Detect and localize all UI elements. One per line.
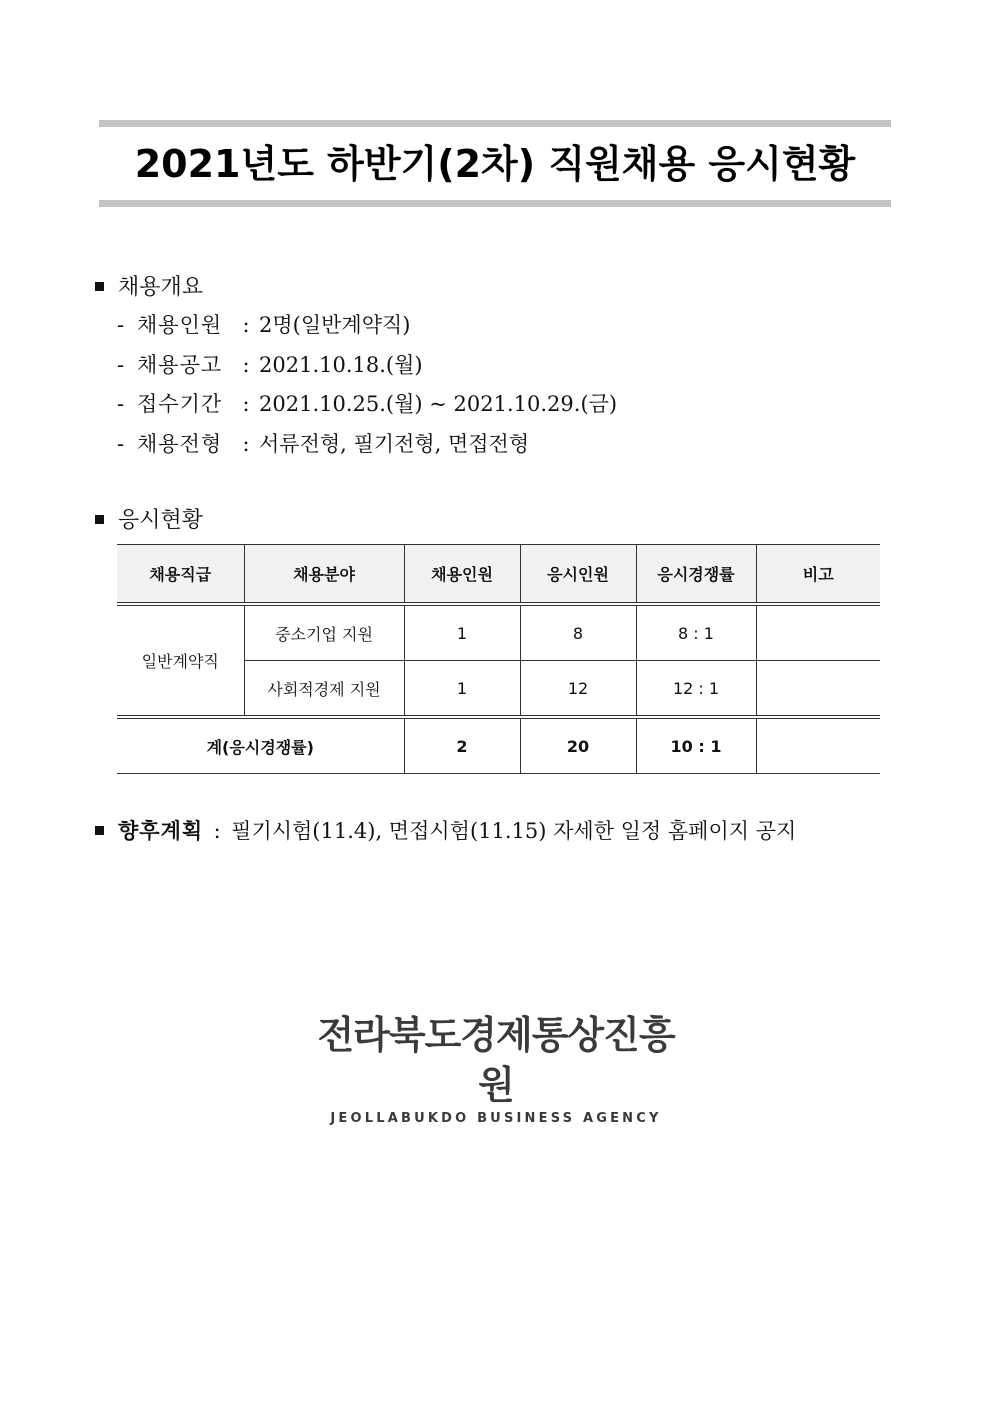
total-hires-cell: 2 <box>404 717 520 774</box>
field-cell: 중소기업 지원 <box>244 604 404 661</box>
hires-cell: 1 <box>404 661 520 718</box>
title-box <box>99 120 891 208</box>
logo-korean: 전라북도경제통상진흥원 <box>317 1013 675 1107</box>
overview-list <box>117 309 617 467</box>
note-cell <box>756 661 880 718</box>
table-header-row <box>117 545 880 605</box>
status-heading-text: 응시현황 <box>118 508 204 533</box>
ratio-cell: 12 : 1 <box>636 661 756 718</box>
total-note-cell <box>756 717 880 774</box>
overview-value: 2명(일반계약직) <box>259 313 411 337</box>
group-cell: 일반계약직 <box>117 604 244 717</box>
plan-label: 향후계획 <box>118 818 204 843</box>
overview-item: - 채용인원 : 2명(일반계약직) <box>117 309 617 349</box>
header-cell: 응시인원 <box>520 545 636 605</box>
status-table <box>117 544 880 774</box>
overview-value: 2021.10.18.(월) <box>259 352 423 377</box>
overview-item: - 접수기간 : 2021.10.25.(월) ~ 2021.10.29.(금) <box>117 388 617 428</box>
overview-label: 채용공고 <box>137 352 223 377</box>
applicants-cell: 12 <box>520 661 636 718</box>
overview-heading-text: 채용개요 <box>118 275 204 300</box>
plan-text: 필기시험(11.4), 면접시험(11.15) 자세한 일정 홈페이지 공지 <box>231 819 797 843</box>
header-cell: 비고 <box>756 545 880 605</box>
agency-logo <box>300 1010 692 1128</box>
square-bullet-icon <box>95 282 104 291</box>
ratio-cell: 8 : 1 <box>636 604 756 661</box>
overview-label: 채용인원 <box>137 313 223 337</box>
header-cell: 응시경쟁률 <box>636 545 756 605</box>
total-row <box>117 717 880 774</box>
plan-line: 향후계획 : 필기시험(11.4), 면접시험(11.15) 자세한 일정 홈페이지 공지 <box>95 815 796 845</box>
square-bullet-icon <box>95 515 104 524</box>
status-heading <box>95 503 203 534</box>
hires-cell: 1 <box>404 604 520 661</box>
logo-english: JEOLLABUKDO BUSINESS AGENCY <box>330 1111 662 1126</box>
overview-value: 2021.10.25.(월) ~ 2021.10.29.(금) <box>259 392 618 416</box>
total-applicants-cell: 20 <box>520 717 636 774</box>
title-top-rule <box>99 120 891 127</box>
title-bottom-rule <box>99 200 891 207</box>
dash-icon: - <box>117 431 125 456</box>
overview-heading <box>95 270 203 301</box>
overview-item: - 채용전형 : 서류전형, 필기전형, 면접전형 <box>117 428 617 468</box>
page-title: 2021년도 하반기(2차) 직원채용 응시현황 <box>134 142 856 186</box>
square-bullet-icon <box>95 826 104 835</box>
overview-value: 서류전형, 필기전형, 면접전형 <box>259 431 530 456</box>
overview-label: 채용전형 <box>137 431 223 456</box>
header-cell: 채용분야 <box>244 545 404 605</box>
dash-icon: - <box>117 352 125 377</box>
overview-label: 접수기간 <box>137 392 223 416</box>
dash-icon: - <box>117 392 125 416</box>
overview-item: - 채용공고 : 2021.10.18.(월) <box>117 349 617 389</box>
total-label-cell: 계(응시경쟁률) <box>117 717 404 774</box>
applicants-cell: 8 <box>520 604 636 661</box>
header-cell: 채용직급 <box>117 545 244 605</box>
table-row <box>117 604 880 661</box>
note-cell <box>756 604 880 661</box>
field-cell: 사회적경제 지원 <box>244 661 404 718</box>
total-ratio-cell: 10 : 1 <box>636 717 756 774</box>
header-cell: 채용인원 <box>404 545 520 605</box>
dash-icon: - <box>117 313 125 337</box>
